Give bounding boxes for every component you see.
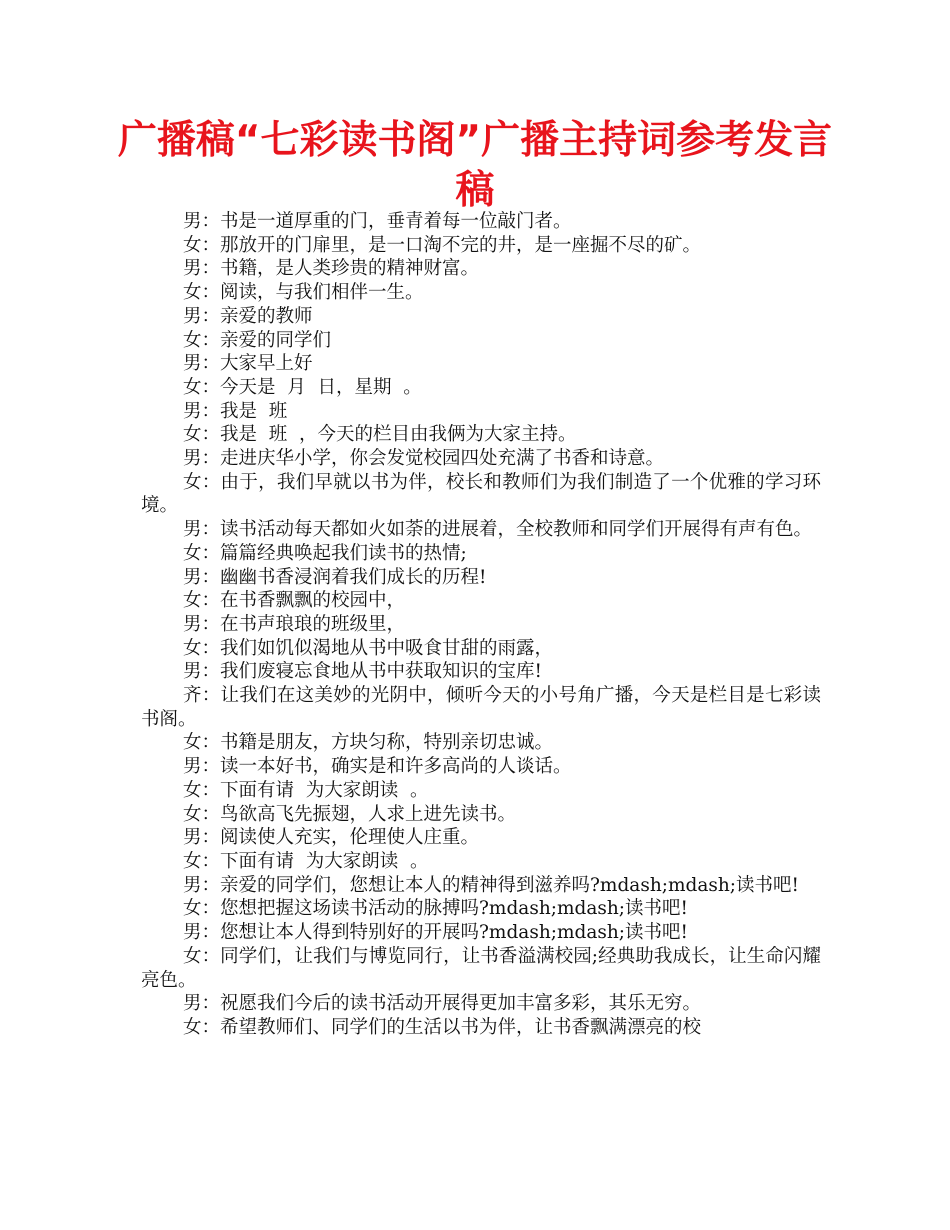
dialogue-line: 女：下面有请 为大家朗读 。 bbox=[183, 850, 429, 872]
dialogue-line: 男：亲爱的教师 bbox=[183, 305, 313, 327]
dialogue-line: 女：我是 班 ，今天的栏目由我俩为大家主持。 bbox=[183, 424, 577, 446]
dialogue-line: 女：希望教师们、同学们的生活以书为伴，让书香飘满漂亮的校 bbox=[183, 1016, 702, 1038]
dialogue-line: 男：幽幽书香浸润着我们成长的历程! bbox=[183, 566, 487, 588]
dialogue-line: 女：由于，我们早就以书为伴，校长和教师们为我们制造了一个优雅的学习环境。 bbox=[141, 471, 821, 517]
dialogue-line: 女：书籍是朋友，方块匀称，特别亲切忠诚。 bbox=[183, 732, 554, 754]
dialogue-line: 男：书籍，是人类珍贵的精神财富。 bbox=[183, 258, 480, 280]
dialogue-line: 男：书是一道厚重的门，垂青着每一位敲门者。 bbox=[183, 211, 572, 232]
dialogue-line: 女：同学们，让我们与博览同行，让书香溢满校园;经典助我成长，让生命闪耀亮色。 bbox=[141, 945, 821, 991]
dialogue-line: 女：今天是 月 日，星期 。 bbox=[183, 376, 422, 398]
document-body bbox=[141, 210, 821, 1040]
dialogue-line: 男：读一本好书，确实是和许多高尚的人谈话。 bbox=[183, 756, 572, 778]
dialogue-line: 女：在书香飘飘的校园中， bbox=[183, 590, 406, 612]
dialogue-line: 男：走进庆华小学，你会发觉校园四处充满了书香和诗意。 bbox=[183, 448, 665, 470]
dialogue-line: 女：鸟欲高飞先振翅，人求上进先读书。 bbox=[183, 803, 517, 825]
dialogue-line: 男：亲爱的同学们，您想让本人的精神得到滋养吗?mdash;mdash;读书吧! bbox=[183, 874, 799, 896]
dialogue-line: 男：阅读使人充实，伦理使人庄重。 bbox=[183, 827, 480, 849]
dialogue-line: 男：我们废寝忘食地从书中获取知识的宝库! bbox=[183, 661, 542, 683]
dialogue-line: 女：亲爱的同学们 bbox=[183, 329, 332, 351]
dialogue-line: 男：我是 班 bbox=[183, 400, 288, 422]
dialogue-line: 女：篇篇经典唤起我们读书的热情; bbox=[183, 542, 467, 564]
dialogue-line: 女：您想把握这场读书活动的脉搏吗?mdash;mdash;读书吧! bbox=[183, 898, 688, 920]
dialogue-line: 女：下面有请 为大家朗读 。 bbox=[183, 779, 429, 801]
dialogue-line: 男：读书活动每天都如火如荼的进展着，全校教师和同学们开展得有声有色。 bbox=[183, 519, 813, 541]
dialogue-line: 女：那放开的门扉里，是一口淘不完的井，是一座掘不尽的矿。 bbox=[183, 234, 702, 256]
dialogue-line: 女：我们如饥似渴地从书中吸食甘甜的雨露， bbox=[183, 637, 554, 659]
dialogue-line: 女：阅读，与我们相伴一生。 bbox=[183, 282, 424, 304]
document-title: 广播稿“七彩读书阁”广播主持词参考发言稿 bbox=[117, 118, 833, 213]
dialogue-line: 齐：让我们在这美妙的光阴中，倾听今天的小号角广播，今天是栏目是七彩读书阁。 bbox=[141, 685, 821, 730]
dialogue-line: 男：祝愿我们今后的读书活动开展得更加丰富多彩，其乐无穷。 bbox=[183, 993, 702, 1015]
dialogue-line: 男：您想让本人得到特别好的开展吗?mdash;mdash;读书吧! bbox=[183, 922, 688, 944]
dialogue-line: 男：大家早上好 bbox=[183, 353, 313, 375]
dialogue-line: 男：在书声琅琅的班级里， bbox=[183, 613, 406, 635]
